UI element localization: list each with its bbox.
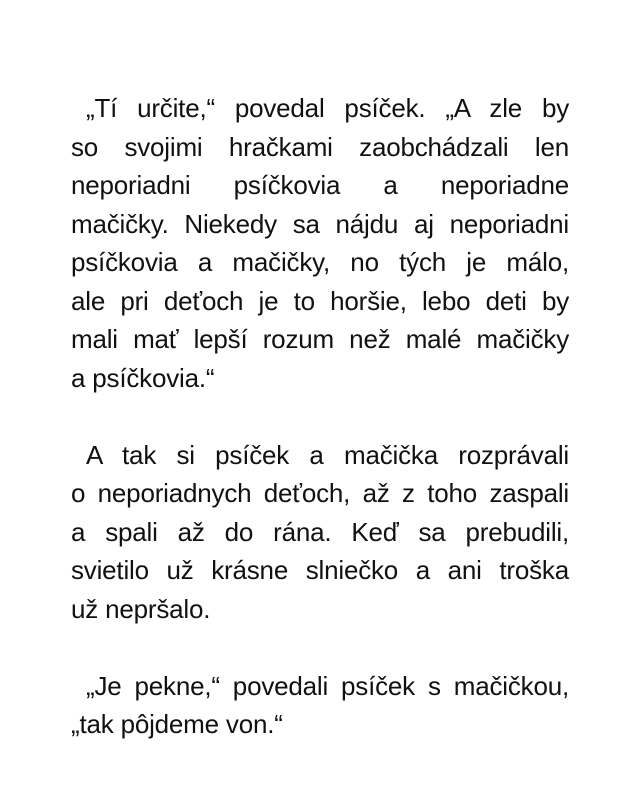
text-line: „Je pekne,“ povedali psíček s mačičkou,	[86, 670, 569, 701]
paragraph-2	[71, 436, 569, 629]
paragraph-gap	[71, 628, 569, 667]
text-line: a psíčkovia.“	[71, 362, 215, 393]
text-line: o neporiadnych deťoch, až z toho zaspali	[71, 478, 569, 508]
text-line: „tak pôjdeme von.“	[71, 709, 283, 739]
text-line: už nepršalo.	[71, 593, 211, 624]
story-page	[71, 89, 569, 744]
paragraph-gap	[71, 397, 569, 436]
text-line: ale pri deťoch je to horšie, lebo deti by	[71, 285, 569, 316]
paragraph-1	[71, 89, 569, 397]
text-line: a spali až do rána. Keď sa prebudili,	[71, 516, 569, 547]
text-line: so svojimi hračkami zaobchádzali len	[71, 131, 569, 162]
text-line: „Tí určite,“ povedal psíček. „A zle by	[86, 93, 569, 123]
text-line: neporiadni psíčkovia a neporiadne	[71, 170, 569, 200]
paragraph-3	[71, 667, 569, 744]
text-line: mačičky. Niekedy sa nájdu aj neporiadni	[71, 208, 569, 239]
text-line: A tak si psíček a mačička rozprávali	[86, 439, 569, 470]
text-line: psíčkovia a mačičky, no tých je málo,	[71, 247, 569, 277]
text-line: mali mať lepší rozum než malé mačičky	[71, 324, 569, 354]
text-line: svietilo už krásne slniečko a ani troška	[71, 555, 569, 585]
